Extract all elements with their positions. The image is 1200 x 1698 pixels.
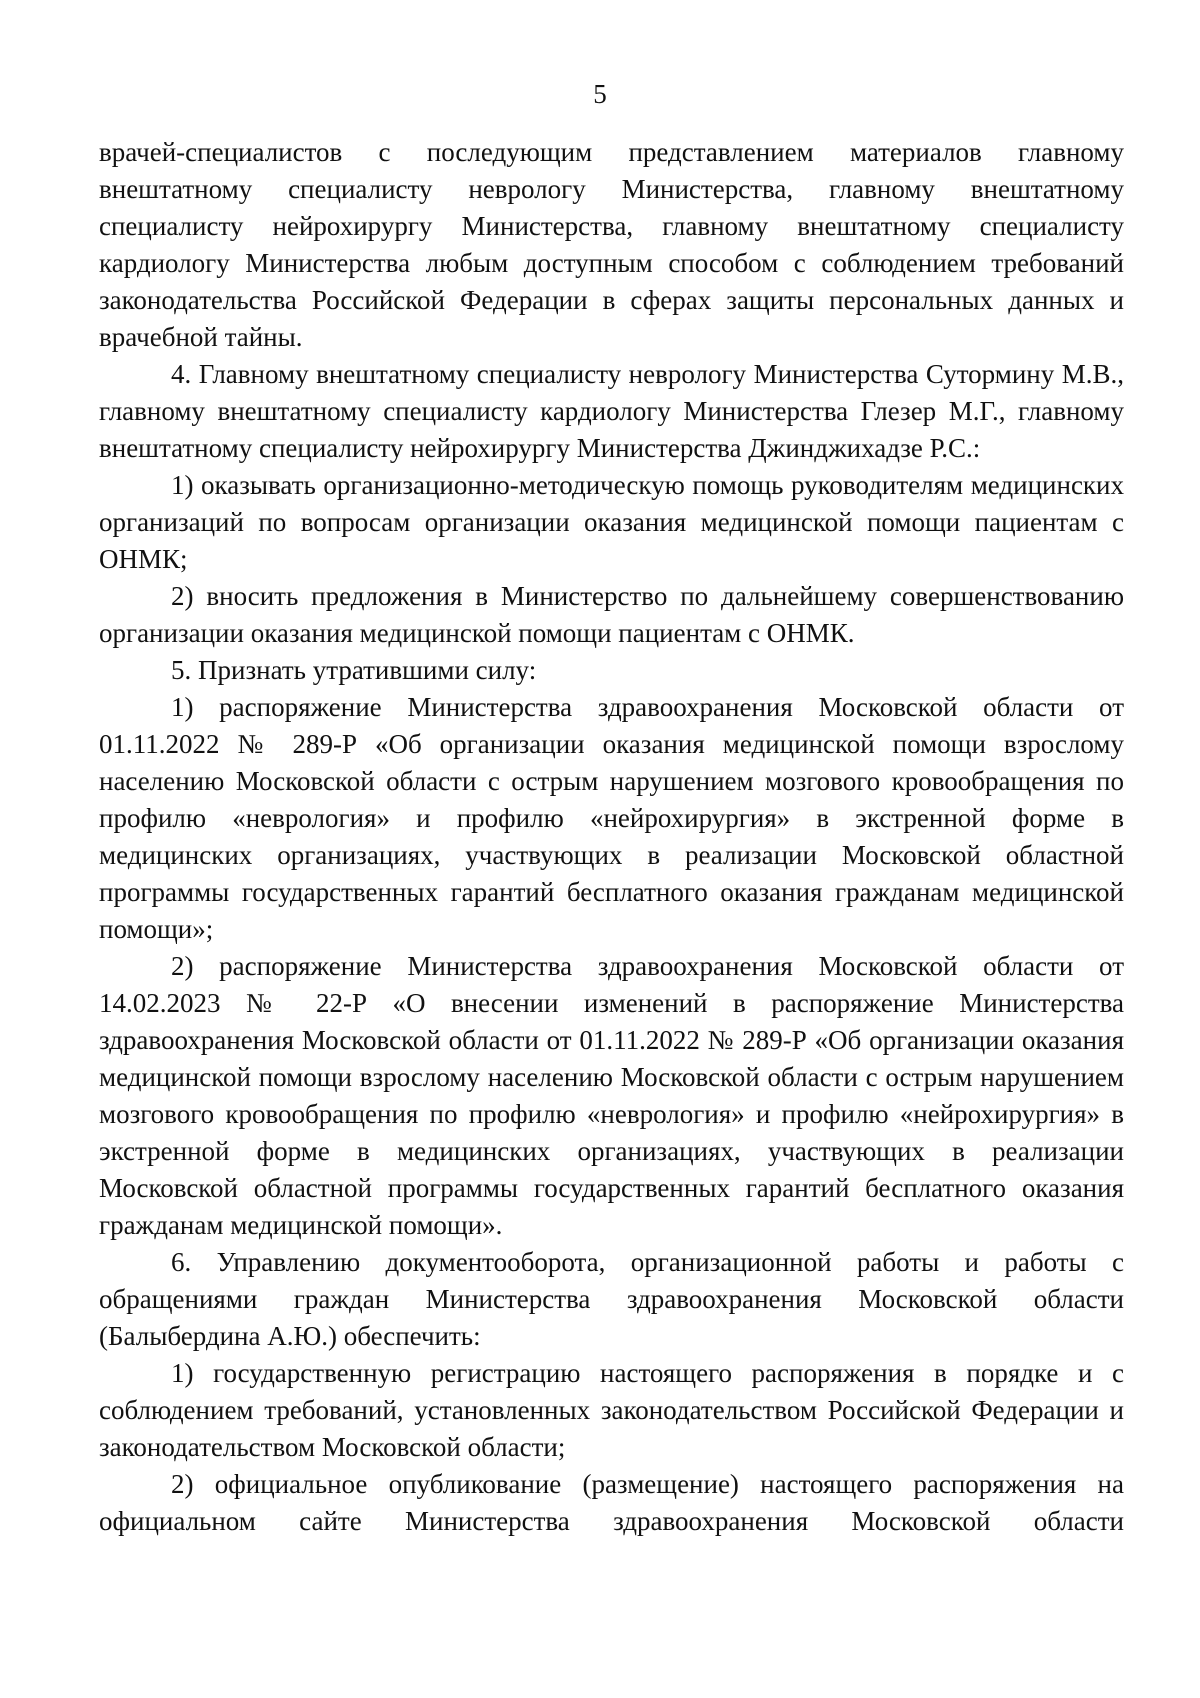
page-number: 5 <box>593 79 607 109</box>
paragraph-item-6-1: 1) государственную регистрацию настоящего распоряжения в порядке и с соблюдением требований, установленных законодательством Российской Федерации и законодательством Московской области; <box>99 1358 1124 1462</box>
paragraph-item-4-1: 1) оказывать организационно-методическую помощь руководителям медицинских организаций по вопросам организации оказания медицинской помощи пациентам с ОНМК; <box>99 470 1124 574</box>
paragraph-item-4-2: 2) вносить предложения в Министерство по дальнейшему совершенствованию организации оказания медицинской помощи пациентам с ОНМК. <box>99 581 1124 648</box>
paragraph-item-5-2: 2) распоряжение Министерства здравоохранения Московской области от 14.02.2023 № 22-Р «О внесении изменений в распоряжение Министерства здравоохранения Московской области от 01.11.2022 № 289-Р «Об организации оказания медицинской помощи взрослому населению Московской области с острым нарушением мозгового кровообращения по профилю «неврология» и профилю «нейрохирургия» в экстренной форме в медицинских организациях, участвующих в реализации Московской областной программы государственных гарантий бесплатного оказания гражданам медицинской помощи». <box>99 951 1124 1240</box>
paragraph-item-6: 6. Управлению документооборота, организационной работы и работы с обращениями граждан Министерства здравоохранения Московской области (Балыбердина А.Ю.) обеспечить: <box>99 1247 1124 1351</box>
paragraph-continuation: врачей-специалистов с последующим представлением материалов главному внештатному специалисту неврологу Министерства, главному внештатному специалисту нейрохирургу Министерства, главному внештатному специалисту кардиологу Министерства любым доступным способом с соблюдением требований законодательства Российской Федерации в сферах защиты персональных данных и врачебной тайны. <box>99 137 1124 352</box>
document-body <box>99 134 1124 1540</box>
paragraph-item-4: 4. Главному внештатному специалисту неврологу Министерства Сутормину М.В., главному внештатному специалисту кардиологу Министерства Глезер М.Г., главному внештатному специалисту нейрохирургу Министерства Джинджихадзе Р.С.: <box>99 359 1124 463</box>
paragraph-item-6-2: 2) официальное опубликование (размещение) настоящего распоряжения на официальном сайте Министерства здравоохранения Московской области <box>99 1469 1124 1536</box>
paragraph-item-5-1: 1) распоряжение Министерства здравоохранения Московской области от 01.11.2022 № 289-Р «Об организации оказания медицинской помощи взрослому населению Московской области с острым нарушением мозгового кровообращения по профилю «неврология» и профилю «нейрохирургия» в экстренной форме в медицинских организациях, участвующих в реализации Московской областной программы государственных гарантий бесплатного оказания гражданам медицинской помощи»; <box>99 692 1124 944</box>
paragraph-item-5: 5. Признать утратившими силу: <box>171 655 537 685</box>
